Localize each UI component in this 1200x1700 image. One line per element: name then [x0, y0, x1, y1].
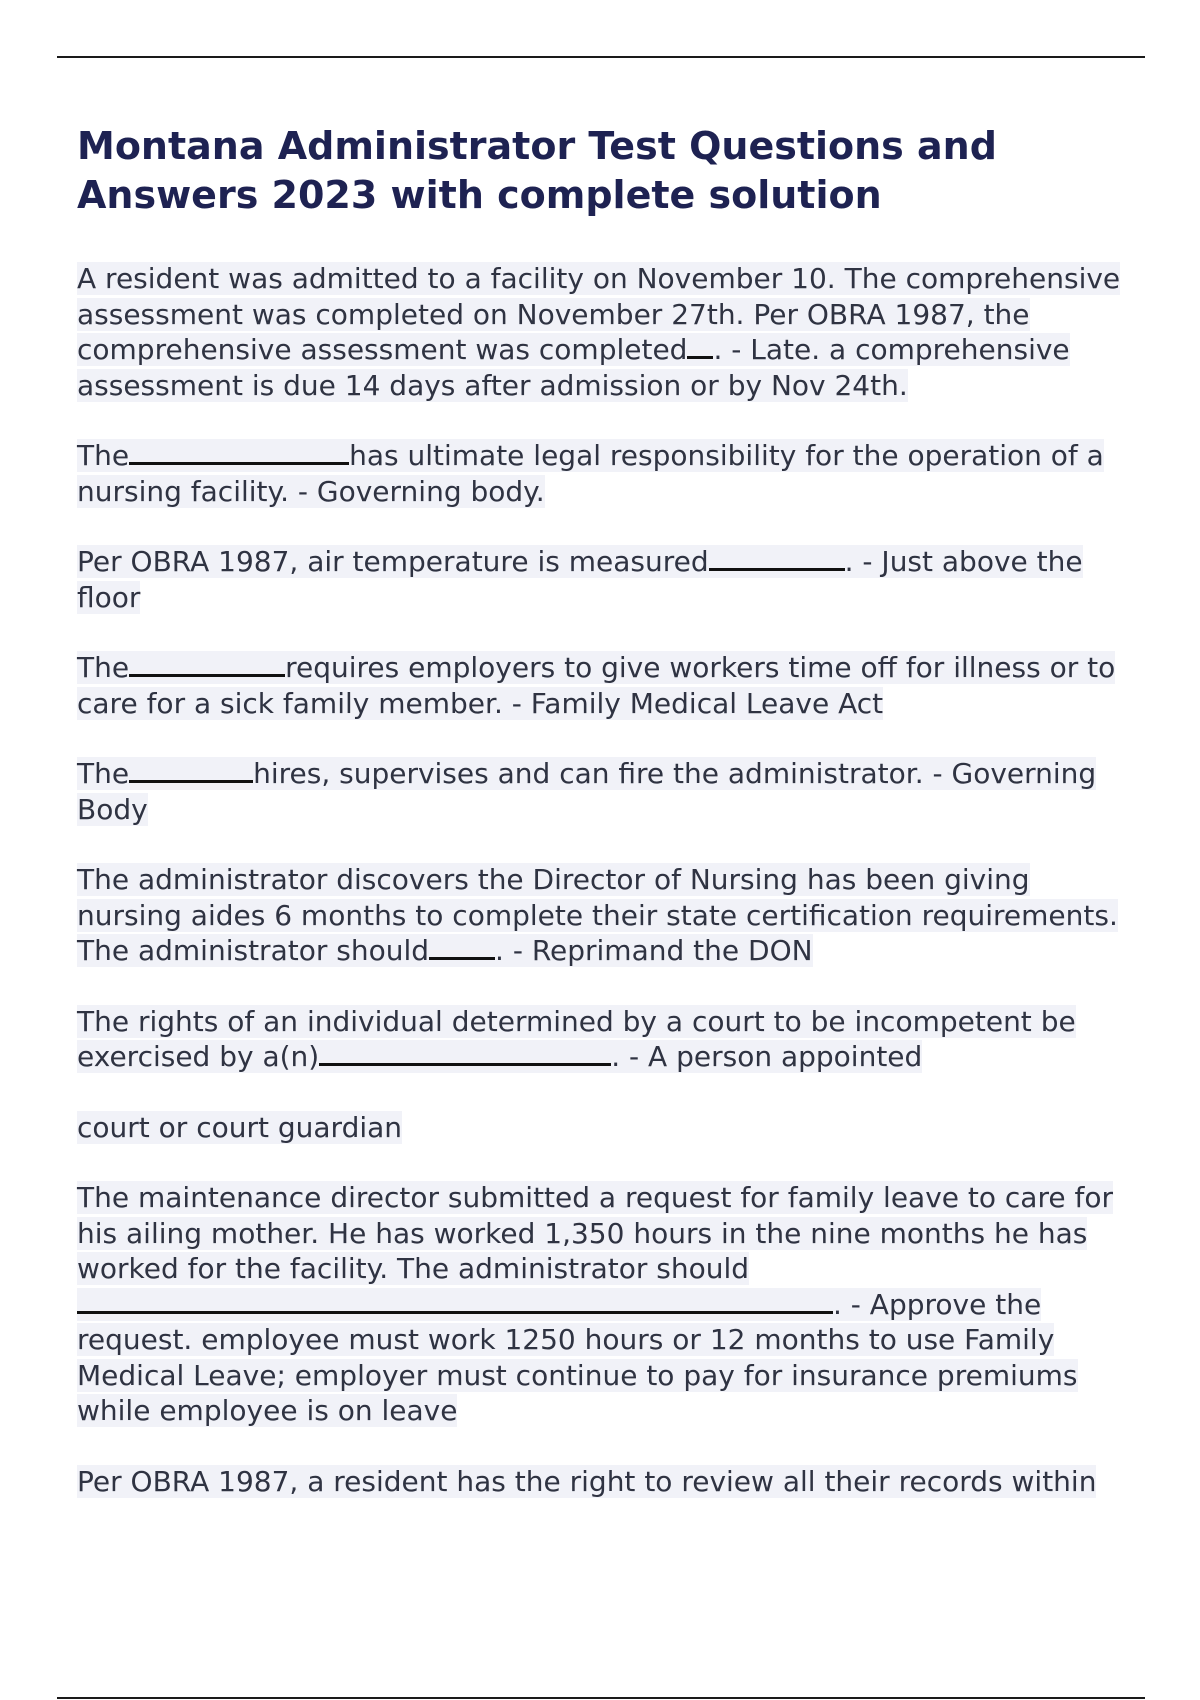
answer-blank — [319, 1039, 611, 1066]
qa-item — [77, 756, 1127, 827]
question-text: Per OBRA 1987, air temperature is measured — [77, 545, 709, 578]
question-text: A resident was admitted to a facility on November 10. The comprehensive assessment was completed on November 27th. Per OBRA 1987, the comprehensive assessment was completed — [77, 262, 1121, 366]
answer-blank — [709, 544, 845, 571]
qa-item — [77, 1464, 1127, 1500]
answer-blank — [129, 756, 253, 783]
question-text: court or court guardian — [77, 1110, 403, 1144]
answer-text: . - A person appointed — [611, 1040, 923, 1073]
top-rule — [57, 56, 1145, 58]
question-text: The — [77, 651, 130, 684]
answer-text: requires employers to give workers time off for illness or to care for a sick family member. - Family Medical Leave Act — [77, 651, 1116, 720]
question-text: The administrator discovers the Director of Nursing has been giving nursing aides 6 months to complete their state certification requirements. The administrator should — [77, 863, 1118, 967]
qa-item — [77, 261, 1127, 403]
answer-text: . - Approve the request. employee must work 1250 hours or 12 months to use Family Medical Leave; employer must continue to pay for insurance premiums while employee is on leave — [77, 1287, 1078, 1427]
question-text: Per OBRA 1987, a resident has the right to review all their records within — [77, 1464, 1097, 1498]
answer-blank — [77, 1287, 833, 1314]
qa-item — [77, 544, 1127, 615]
qa-item — [77, 438, 1127, 509]
qa-item — [77, 862, 1127, 969]
qa-item — [77, 650, 1127, 721]
answer-blank — [129, 438, 349, 465]
question-text: The — [77, 757, 130, 790]
answer-blank — [129, 650, 285, 677]
bottom-rule — [57, 1697, 1145, 1699]
answer-text: . - Late. a comprehensive assessment is due 14 days after admission or by Nov 24th. — [77, 333, 1070, 402]
question-text: The rights of an individual determined by a court to be incompetent be exercised by a(n) — [77, 1004, 1076, 1073]
qa-list — [77, 261, 1127, 1534]
answer-text: . - Reprimand the DON — [495, 934, 813, 967]
qa-item — [77, 1004, 1127, 1075]
document-title: Montana Administrator Test Questions and Answers 2023 with complete solution — [77, 124, 997, 217]
qa-item — [77, 1110, 1127, 1146]
qa-item — [77, 1180, 1127, 1429]
question-text: The — [77, 439, 130, 472]
answer-text: . - Just above the floor — [77, 545, 1083, 614]
answer-text: has ultimate legal responsibility for the operation of a nursing facility. - Governing body. — [77, 439, 1104, 508]
answer-text: hires, supervises and can fire the administrator. - Governing Body — [77, 757, 1097, 826]
answer-blank — [429, 933, 495, 960]
answer-blank — [687, 332, 713, 359]
question-text: The maintenance director submitted a request for family leave to care for his ailing mother. He has worked 1,350 hours in the nine months he has worked for the facility. The administrator should — [77, 1181, 1113, 1285]
